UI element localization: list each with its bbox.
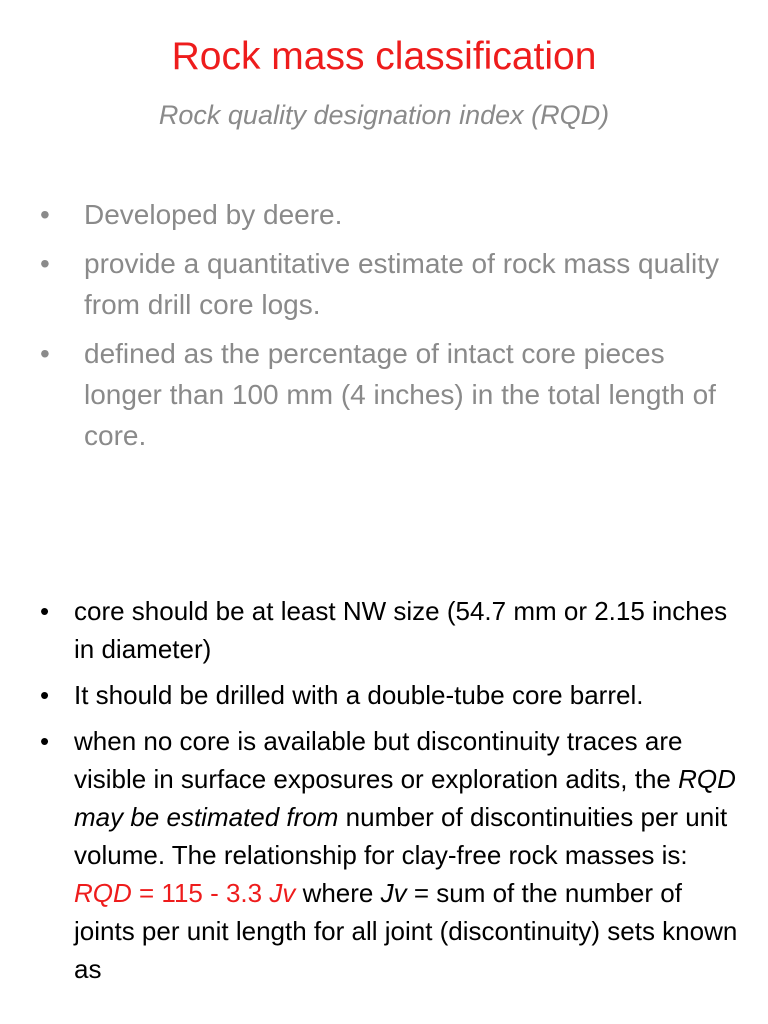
lower-bullet-list bbox=[40, 592, 740, 996]
bullet-icon: • bbox=[40, 596, 50, 626]
text-run: number of discontinuities per unit volume. The relationship for clay-free rock masses is: bbox=[74, 802, 728, 870]
text-run: where bbox=[295, 878, 381, 908]
list-item bbox=[40, 592, 740, 668]
rqd-formula bbox=[74, 878, 295, 908]
list-item bbox=[40, 722, 740, 988]
bullet-text: defined as the percentage of intact core pieces longer than 100 mm (4 inches) in the total length of core. bbox=[84, 338, 716, 451]
list-item bbox=[40, 333, 740, 456]
list-item bbox=[40, 243, 740, 325]
upper-bullet-list bbox=[40, 194, 740, 464]
jv-variable: Jv bbox=[380, 878, 407, 908]
bullet-text bbox=[74, 726, 737, 984]
text-run: when no core is available but discontinuity traces are visible in surface exposures or exploration adits, the bbox=[74, 726, 683, 794]
list-item bbox=[40, 676, 740, 714]
bullet-text: Developed by deere. bbox=[84, 199, 343, 230]
bullet-icon: • bbox=[40, 680, 50, 710]
list-item bbox=[40, 194, 740, 235]
formula-jv: Jv bbox=[269, 878, 296, 908]
italic-text-run: RQD may be estimated from bbox=[74, 764, 736, 832]
text-run: = sum of the number of joints per unit length for all joint (discontinuity) sets known as bbox=[74, 878, 738, 984]
bullet-icon: • bbox=[40, 199, 50, 230]
bullet-icon: • bbox=[40, 338, 50, 369]
formula-rqd: RQD bbox=[74, 878, 132, 908]
bullet-icon: • bbox=[40, 726, 50, 756]
slide-subtitle: Rock quality designation index (RQD) bbox=[158, 100, 610, 130]
slide-title: Rock mass classification bbox=[171, 35, 597, 78]
bullet-icon: • bbox=[40, 248, 50, 279]
bullet-text: core should be at least NW size (54.7 mm or 2.15 inches in diameter) bbox=[74, 596, 728, 664]
bullet-text: provide a quantitative estimate of rock mass quality from drill core logs. bbox=[84, 248, 719, 320]
bullet-text: It should be drilled with a double-tube core barrel. bbox=[74, 680, 644, 710]
formula-constants: = 115 - 3.3 bbox=[131, 878, 270, 908]
